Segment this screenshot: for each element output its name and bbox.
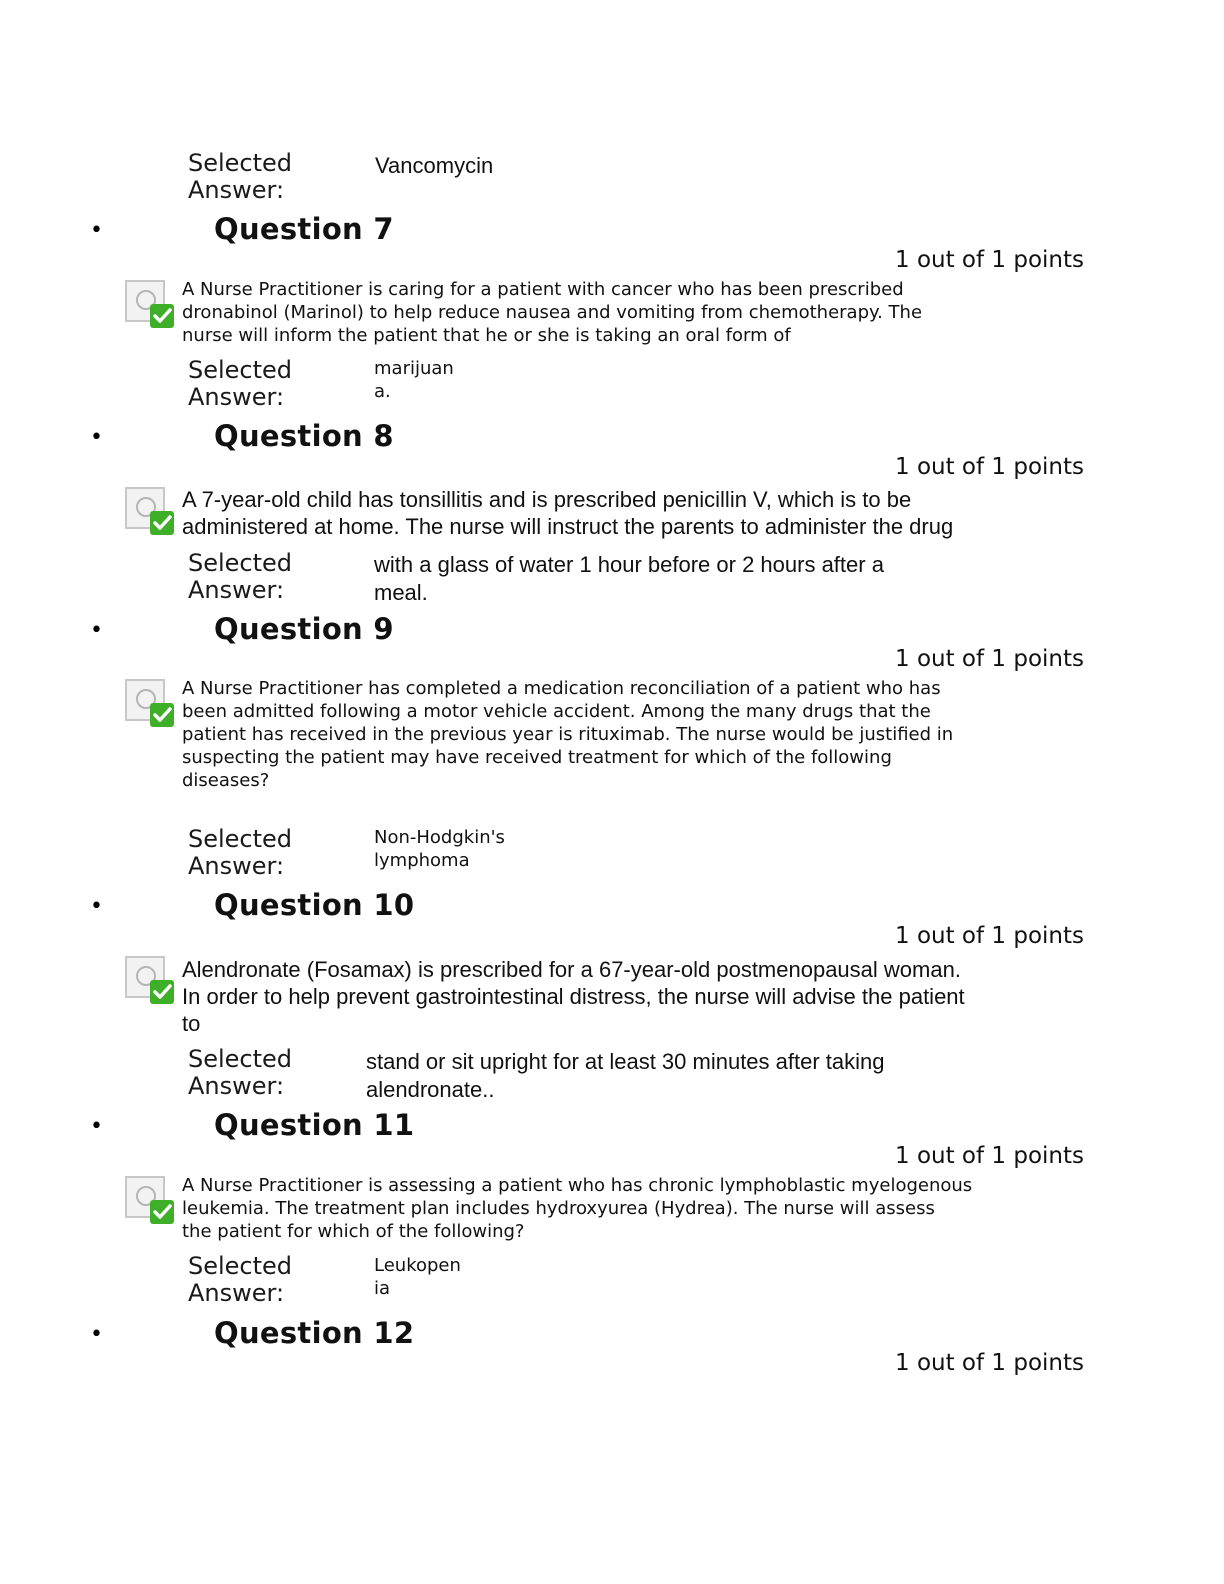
list-bullet: • <box>90 1114 103 1139</box>
list-bullet: • <box>90 218 103 243</box>
correct-check-icon <box>124 485 176 537</box>
question-title: Question 12 <box>214 1316 415 1350</box>
selected-answer-label: Selected Answer: <box>188 1045 293 1100</box>
points-score: 1 out of 1 points <box>895 1143 1084 1169</box>
selected-answer-value: Vancomycin <box>375 153 494 178</box>
question-text: A Nurse Practitioner has completed a medication reconciliation of a patient who has been admitted following a motor vehicle accident. Among the many drugs that the patient has received in the previous year is rituximab. The nurse would be justified in suspecting the patient may have received treatment for which of the following diseases? <box>182 678 954 791</box>
correct-check-icon <box>124 677 176 729</box>
list-bullet: • <box>90 1322 103 1347</box>
selected-answer-value: stand or sit upright for at least 30 minutes after taking alendronate.. <box>366 1049 885 1102</box>
selected-answer-label: Selected Answer: <box>188 549 293 604</box>
question-text: A Nurse Practitioner is assessing a patient who has chronic lymphoblastic myelogenous leukemia. The treatment plan includes hydroxyurea (Hydrea). The nurse will assess the patient for which of the following? <box>182 1175 973 1242</box>
question-text: A 7-year-old child has tonsillitis and is prescribed penicillin V, which is to be administered at home. The nurse will instruct the parents to administer the drug <box>182 487 954 539</box>
selected-answer-value: with a glass of water 1 hour before or 2 hours after a meal. <box>374 552 884 605</box>
selected-answer-value: marijuan a. <box>374 358 454 402</box>
question-text: A Nurse Practitioner is caring for a patient with cancer who has been prescribed dronabinol (Marinol) to help reduce nausea and vomiting from chemotherapy. The nurse will inform the patient that he or she is taking an oral form of <box>182 279 923 346</box>
selected-answer-label: Selected Answer: <box>188 149 293 204</box>
correct-check-icon <box>124 1174 176 1226</box>
list-bullet: • <box>90 618 103 643</box>
points-score: 1 out of 1 points <box>895 923 1084 949</box>
points-score: 1 out of 1 points <box>895 247 1084 273</box>
question-title: Question 9 <box>214 612 394 646</box>
selected-answer-label: Selected Answer: <box>188 1252 293 1307</box>
question-title: Question 10 <box>214 888 415 922</box>
selected-answer-value: Non-Hodgkin's lymphoma <box>374 827 505 871</box>
selected-answer-value: Leukopen ia <box>374 1255 461 1299</box>
correct-check-icon <box>124 278 176 330</box>
question-title: Question 8 <box>214 419 394 453</box>
points-score: 1 out of 1 points <box>895 454 1084 480</box>
selected-answer-label: Selected Answer: <box>188 825 293 880</box>
points-score: 1 out of 1 points <box>895 1350 1084 1376</box>
points-score: 1 out of 1 points <box>895 646 1084 672</box>
question-title: Question 11 <box>214 1108 415 1142</box>
list-bullet: • <box>90 894 103 919</box>
question-text: Alendronate (Fosamax) is prescribed for a 67-year-old postmenopausal woman. In order to help prevent gastrointestinal distress, the nurse will advise the patient to <box>182 957 965 1036</box>
correct-check-icon <box>124 954 176 1006</box>
selected-answer-label: Selected Answer: <box>188 356 293 411</box>
question-title: Question 7 <box>214 212 394 246</box>
list-bullet: • <box>90 425 103 450</box>
